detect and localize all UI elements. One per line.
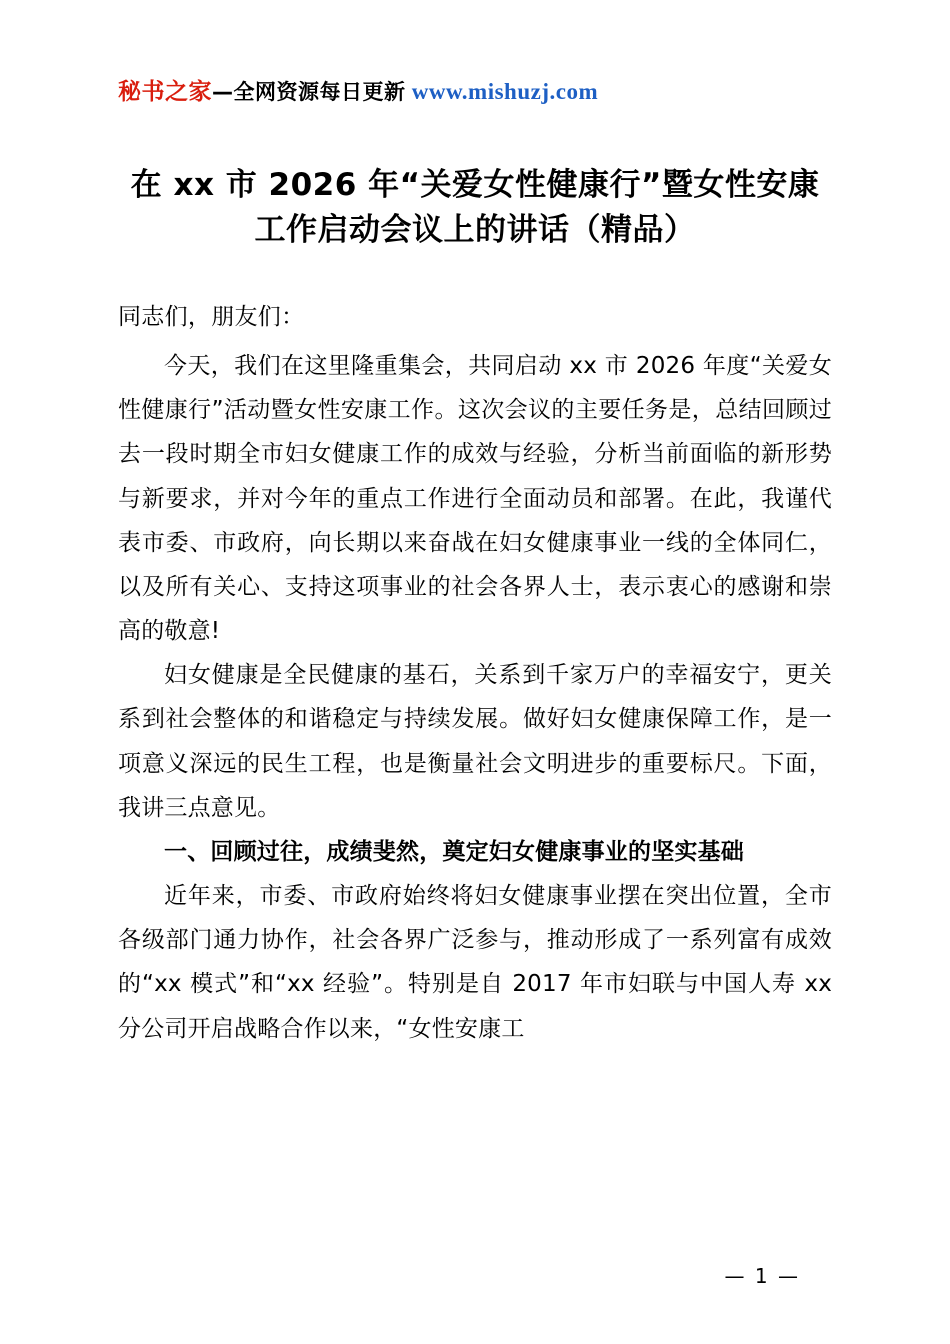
body-paragraph-2: 妇女健康是全民健康的基石，关系到千家万户的幸福安宁，更关系到社会整体的和谐稳定与持续发展。做好妇女健康保障工作，是一项意义深远的民生工程，也是衡量社会文明进步的重要标尺。下面，我讲三点意见。: [118, 662, 832, 821]
salutation-line: 同志们，朋友们：: [118, 304, 305, 331]
page-number-footer: — 1 —: [724, 1264, 800, 1288]
site-url-link[interactable]: www.mishuzj.com: [411, 79, 599, 104]
body-paragraph-1: 今天，我们在这里隆重集会，共同启动 xx 市 2026 年度“关爱女性健康行”活动暨女性安康工作。这次会议的主要任务是，总结回顾过去一段时期全市妇女健康工作的成效与经验，分析当前面临的新形势与新要求，并对今年的重点工作进行全面动员和部署。在此，我谨代表市委、市政府，向长期以来奋战在妇女健康事业一线的全体同仁，以及所有关心、支持这项事业的社会各界人士，表示衷心的感谢和崇高的敬意!: [118, 353, 832, 645]
body-paragraph-3: 近年来，市委、市政府始终将妇女健康事业摆在突出位置，全市各级部门通力协作，社会各界广泛参与，推动形成了一系列富有成效的“xx 模式”和“xx 经验”。特别是自 2017 年市妇联与中国人寿 xx 分公司开启战略合作以来，“女性安康工: [118, 883, 832, 1042]
site-brand-label: 秘书之家: [118, 79, 212, 105]
site-tagline-label: —全网资源每日更新: [212, 80, 406, 104]
page-title: 在 xx 市 2026 年“关爱女性健康行”暨女性安康工作启动会议上的讲话（精品）: [130, 166, 820, 248]
site-header-banner: [118, 78, 832, 107]
section-heading-1: 一、回顾过往，成绩斐然，奠定妇女健康事业的坚实基础: [164, 838, 744, 865]
